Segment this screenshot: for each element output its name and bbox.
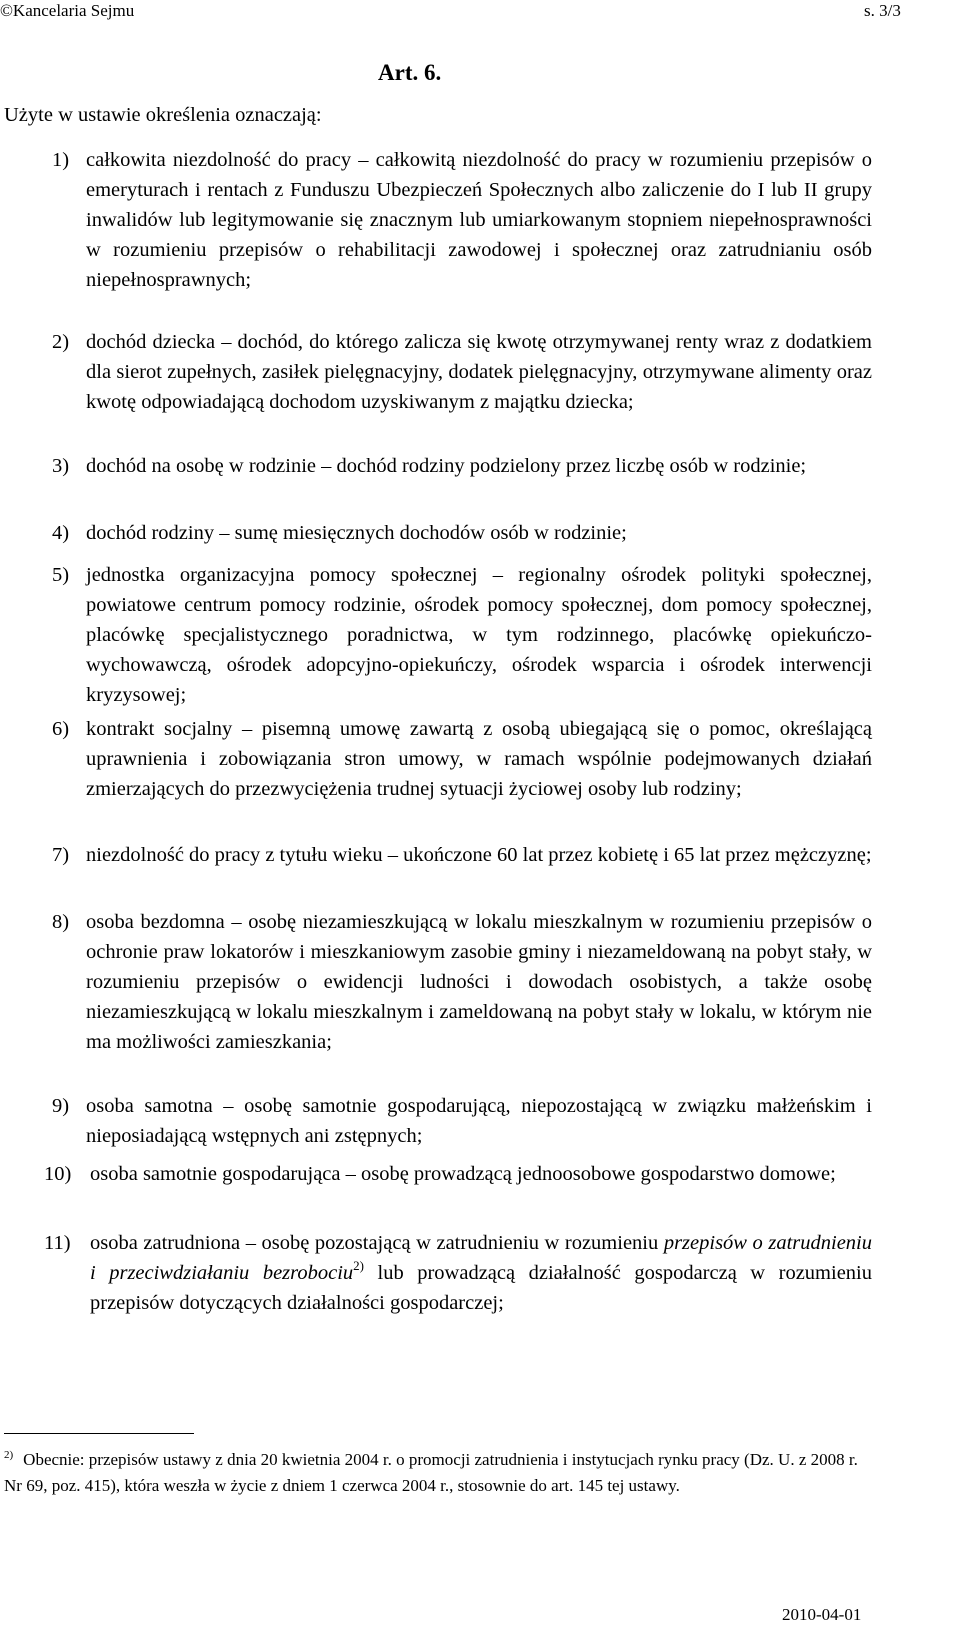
page-number: s. 3/3 (864, 1, 901, 20)
footnote-reference[interactable]: 2) (353, 1258, 364, 1273)
definition-text: osoba samotna – osobę samotnie gospodarującą, niepozostającą w związku małżeńskim i nieposiadającą wstępnych ani zstępnych; (86, 1095, 872, 1147)
header-source: ©Kancelaria Sejmu (0, 1, 135, 20)
definition-text (90, 1228, 872, 1318)
definition-number: 3) (52, 455, 70, 477)
definition-number: 4) (52, 522, 70, 544)
definition-text: całkowita niezdolność do pracy – całkowitą niezdolność do pracy w rozumieniu przepisów o emeryturach i rentach z Funduszu Ubezpieczeń Społecznych albo zaliczenie do I lub II grupy inwalidów lub legitymowanie się znacznym lub umiarkowanym stopniem niepełnosprawności w rozumieniu przepisów o rehabilitacji zawodowej i społecznej oraz zatrudnianiu osób niepełnosprawnych; (86, 149, 872, 291)
definition-6 (52, 714, 872, 804)
footnote-marker: 2) (4, 1449, 14, 1461)
definition-text-start: osoba zatrudniona – osobę pozostającą w zatrudnieniu w rozumieniu (90, 1232, 664, 1254)
footnote (4, 1442, 870, 1499)
definition-number: 1) (52, 149, 70, 171)
definition-number: 5) (52, 564, 70, 586)
definition-9 (52, 1091, 872, 1151)
definition-5 (52, 560, 872, 710)
cited-act-title: przepisów o zatrudnieniu i przeciwdziałaniu bezrobociu (90, 1232, 872, 1284)
definition-text: niezdolność do pracy z tytułu wieku – ukończone 60 lat przez kobietę i 65 lat przez mężczyznę; (86, 844, 872, 866)
definition-number: 11) (44, 1232, 71, 1254)
article-intro: Użyte w ustawie określenia oznaczają: (4, 104, 322, 126)
definition-10 (44, 1159, 872, 1189)
document-date: 2010-04-01 (782, 1605, 862, 1624)
footnote-separator (4, 1433, 194, 1434)
definition-8 (52, 907, 872, 1057)
definition-3 (52, 451, 872, 481)
definition-text: dochód rodziny – sumę miesięcznych dochodów osób w rodzinie; (86, 522, 627, 544)
definition-text: osoba samotnie gospodarująca – osobę prowadzącą jednoosobowe gospodarstwo domowe; (90, 1163, 836, 1185)
definition-2 (52, 327, 872, 417)
definition-4 (52, 518, 872, 548)
definition-text: jednostka organizacyjna pomocy społecznej – regionalny ośrodek polityki społecznej, powiatowe centrum pomocy rodzinie, ośrodek pomocy społecznej, dom pomocy społecznej, placówkę specjalistycznego poradnictwa, w tym rodzinnego, placówkę opiekuńczo-wychowawczą, ośrodek adopcyjno-opiekuńczy, ośrodek wsparcia i ośrodek interwencji kryzysowej; (86, 564, 872, 706)
definition-text: kontrakt socjalny – pisemną umowę zawartą z osobą ubiegającą się o pomoc, określającą uprawnienia i zobowiązania stron umowy, w ramach wspólnie podejmowanych działań zmierzających do przezwyciężenia trudnej sytuacji życiowej osoby lub rodziny; (86, 718, 872, 800)
definition-number: 6) (52, 718, 70, 740)
definition-number: 8) (52, 911, 70, 933)
definition-7 (52, 840, 872, 870)
definition-number: 7) (52, 844, 70, 866)
definition-text: dochód na osobę w rodzinie – dochód rodziny podzielony przez liczbę osób w rodzinie; (86, 455, 807, 477)
definition-text: dochód dziecka – dochód, do którego zalicza się kwotę otrzymywanej renty wraz z dodatkiem dla sierot zupełnych, zasiłek pielęgnacyjny, dodatek pielęgnacyjny, otrzymywane alimenty oraz kwotę odpowiadającą dochodom uzyskiwanym z majątku dziecka; (86, 331, 872, 413)
definition-number: 2) (52, 331, 70, 353)
definition-number: 10) (44, 1163, 72, 1185)
footnote-text: Obecnie: przepisów ustawy z dnia 20 kwietnia 2004 r. o promocji zatrudnienia i instytucjach rynku pracy (Dz. U. z 2008 r. Nr 69, poz. 415), która weszła w życie z dniem 1 czerwca 2004 r., stosownie do art. 145 tej ustawy. (4, 1450, 858, 1495)
definition-number: 9) (52, 1095, 70, 1117)
definition-text-end: lub prowadzącą działalność gospodarczą w rozumieniu przepisów dotyczących działalności gospodarczej; (90, 1262, 872, 1314)
article-title: Art. 6. (378, 60, 442, 85)
definition-text: osoba bezdomna – osobę niezamieszkującą w lokalu mieszkalnym w rozumieniu przepisów o ochronie praw lokatorów i mieszkaniowym zasobie gminy i niezameldowaną na pobyt stały, w rozumieniu przepisów o ewidencji ludności i dowodach osobistych, a także osobę niezamieszkującą w lokalu mieszkalnym i zameldowaną na pobyt stały w lokalu, w którym nie ma możliwości zamieszkania; (86, 911, 872, 1053)
definition-1 (52, 145, 872, 295)
definition-11 (44, 1228, 872, 1318)
